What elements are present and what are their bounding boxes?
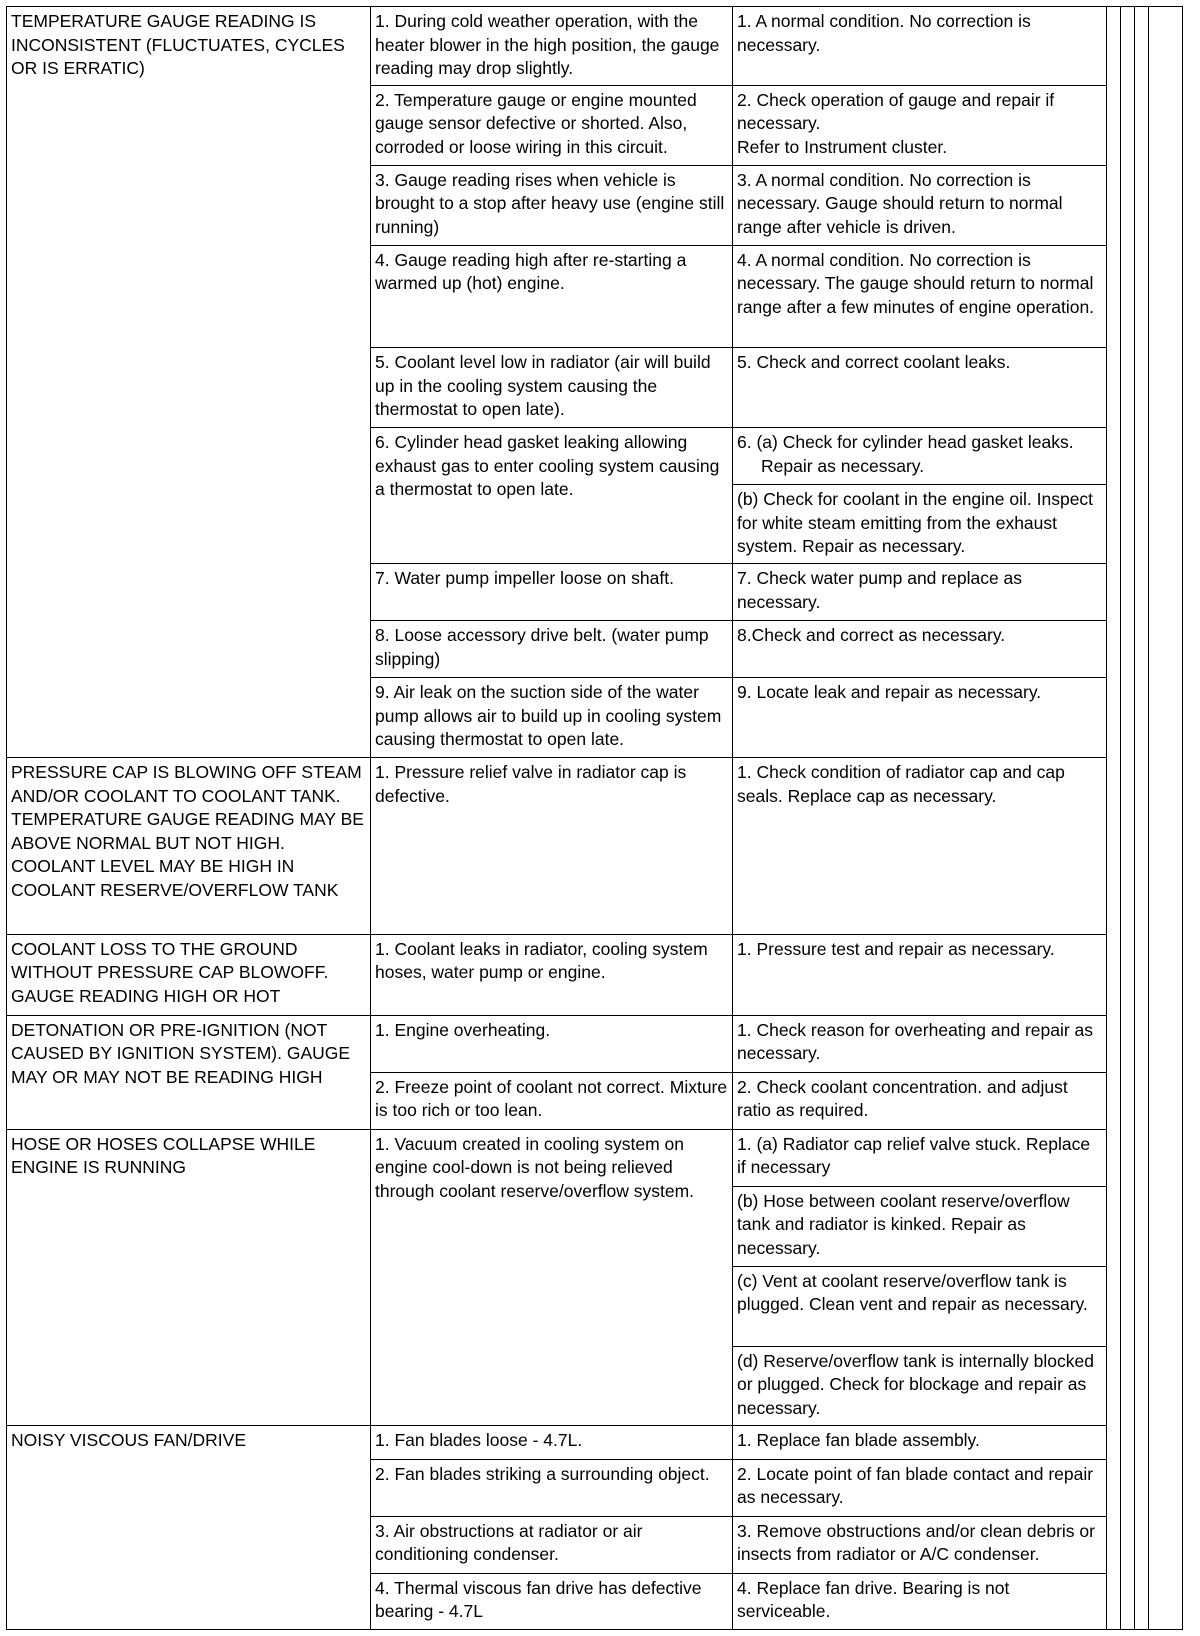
cause-cell: 1. During cold weather operation, with the heater blower in the high position, the gauge reading may drop slightly. — [371, 7, 733, 86]
condition-cell: HOSE OR HOSES COLLAPSE WHILE ENGINE IS RUNNING — [7, 1129, 371, 1426]
correction-cell: 2. Check operation of gauge and repair if necessary. Refer to Instrument cluster. — [733, 85, 1107, 165]
correction-cell: 2. Locate point of fan blade contact and repair as necessary. — [733, 1459, 1107, 1516]
condition-cell: DETONATION OR PRE-IGNITION (NOT CAUSED BY IGNITION SYSTEM). GAUGE MAY OR MAY NOT BE READING HIGH — [7, 1015, 371, 1129]
cause-cell: 6. Cylinder head gasket leaking allowing exhaust gas to enter cooling system causing a thermostat to open late. — [371, 428, 733, 564]
diagnosis-chart-page — [6, 6, 1182, 1630]
cause-cell: 3. Air obstructions at radiator or air conditioning condenser. — [371, 1516, 733, 1573]
check-column — [1107, 7, 1121, 1630]
cause-cell: 1. Pressure relief valve in radiator cap is defective. — [371, 758, 733, 934]
condition-cell: COOLANT LOSS TO THE GROUND WITHOUT PRESSURE CAP BLOWOFF. GAUGE READING HIGH OR HOT — [7, 934, 371, 1015]
table-row — [7, 1426, 1183, 1459]
correction-cell: (c) Vent at coolant reserve/overflow tank is plugged. Clean vent and repair as necessary. — [733, 1266, 1107, 1346]
correction-cell: 2. Check coolant concentration. and adjust ratio as required. — [733, 1072, 1107, 1129]
table-row — [7, 1129, 1183, 1186]
check-column — [1135, 7, 1149, 1630]
cause-cell: 1. Vacuum created in cooling system on engine cool-down is not being relieved through coolant reserve/overflow system. — [371, 1129, 733, 1426]
correction-cell: 8.Check and correct as necessary. — [733, 621, 1107, 678]
correction-cell: 1. Replace fan blade assembly. — [733, 1426, 1107, 1459]
correction-cell: 4. Replace fan drive. Bearing is not serviceable. — [733, 1573, 1107, 1629]
cause-cell: 1. Engine overheating. — [371, 1015, 733, 1072]
correction-cell: 1. A normal condition. No correction is necessary. — [733, 7, 1107, 86]
cause-cell: 2. Fan blades striking a surrounding object. — [371, 1459, 733, 1516]
cause-cell: 7. Water pump impeller loose on shaft. — [371, 564, 733, 621]
table-row — [7, 934, 1183, 1015]
cause-cell: 2. Temperature gauge or engine mounted gauge sensor defective or shorted. Also, corroded or loose wiring in this circuit. — [371, 85, 733, 165]
correction-cell: 3. Remove obstructions and/or clean debris or insects from radiator or A/C condenser. — [733, 1516, 1107, 1573]
cause-cell: 5. Coolant level low in radiator (air will build up in the cooling system causing the thermostat to open late). — [371, 348, 733, 428]
table-row — [7, 758, 1183, 934]
margin-column — [1149, 7, 1183, 1630]
condition-cell: TEMPERATURE GAUGE READING IS INCONSISTENT (FLUCTUATES, CYCLES OR IS ERRATIC) — [7, 7, 371, 758]
correction-text: 6. (a) Check for cylinder head gasket leaks. Repair as necessary. — [737, 432, 1074, 476]
correction-cell: (b) Check for coolant in the engine oil. Inspect for white steam emitting from the exhaust system. Repair as necessary. — [733, 485, 1107, 564]
correction-cell: 9. Locate leak and repair as necessary. — [733, 678, 1107, 758]
cause-cell: 1. Fan blades loose - 4.7L. — [371, 1426, 733, 1459]
cause-cell: 8. Loose accessory drive belt. (water pump slipping) — [371, 621, 733, 678]
cause-cell: 1. Coolant leaks in radiator, cooling system hoses, water pump or engine. — [371, 934, 733, 1015]
cause-cell: 3. Gauge reading rises when vehicle is brought to a stop after heavy use (engine still running) — [371, 165, 733, 245]
check-column — [1121, 7, 1135, 1630]
condition-cell: NOISY VISCOUS FAN/DRIVE — [7, 1426, 371, 1630]
condition-cell: PRESSURE CAP IS BLOWING OFF STEAM AND/OR COOLANT TO COOLANT TANK. TEMPERATURE GAUGE READING MAY BE ABOVE NORMAL BUT NOT HIGH. COOLANT LEVEL MAY BE HIGH IN COOLANT RESERVE/OVERFLOW TANK — [7, 758, 371, 934]
table-row — [7, 7, 1183, 86]
correction-cell: (b) Hose between coolant reserve/overflow tank and radiator is kinked. Repair as necessary. — [733, 1186, 1107, 1266]
correction-cell: (d) Reserve/overflow tank is internally blocked or plugged. Check for blockage and repair as necessary. — [733, 1346, 1107, 1426]
table-row — [7, 1015, 1183, 1072]
cause-cell: 4. Thermal viscous fan drive has defective bearing - 4.7L — [371, 1573, 733, 1629]
cause-cell: 9. Air leak on the suction side of the water pump allows air to build up in cooling system causing thermostat to open late. — [371, 678, 733, 758]
correction-cell: 5. Check and correct coolant leaks. — [733, 348, 1107, 428]
correction-cell: 3. A normal condition. No correction is necessary. Gauge should return to normal range after vehicle is driven. — [733, 165, 1107, 245]
cause-cell: 4. Gauge reading high after re-starting a warmed up (hot) engine. — [371, 245, 733, 348]
correction-cell: 1. Pressure test and repair as necessary. — [733, 934, 1107, 1015]
cooling-system-diagnosis-table — [6, 6, 1183, 1630]
cause-cell: 2. Freeze point of coolant not correct. Mixture is too rich or too lean. — [371, 1072, 733, 1129]
correction-cell: 1. Check reason for overheating and repair as necessary. — [733, 1015, 1107, 1072]
correction-cell: 7. Check water pump and replace as necessary. — [733, 564, 1107, 621]
correction-cell: 4. A normal condition. No correction is necessary. The gauge should return to normal range after a few minutes of engine operation. — [733, 245, 1107, 348]
correction-cell: 1. (a) Radiator cap relief valve stuck. Replace if necessary — [733, 1129, 1107, 1186]
correction-cell — [733, 428, 1107, 485]
correction-cell: 1. Check condition of radiator cap and cap seals. Replace cap as necessary. — [733, 758, 1107, 934]
